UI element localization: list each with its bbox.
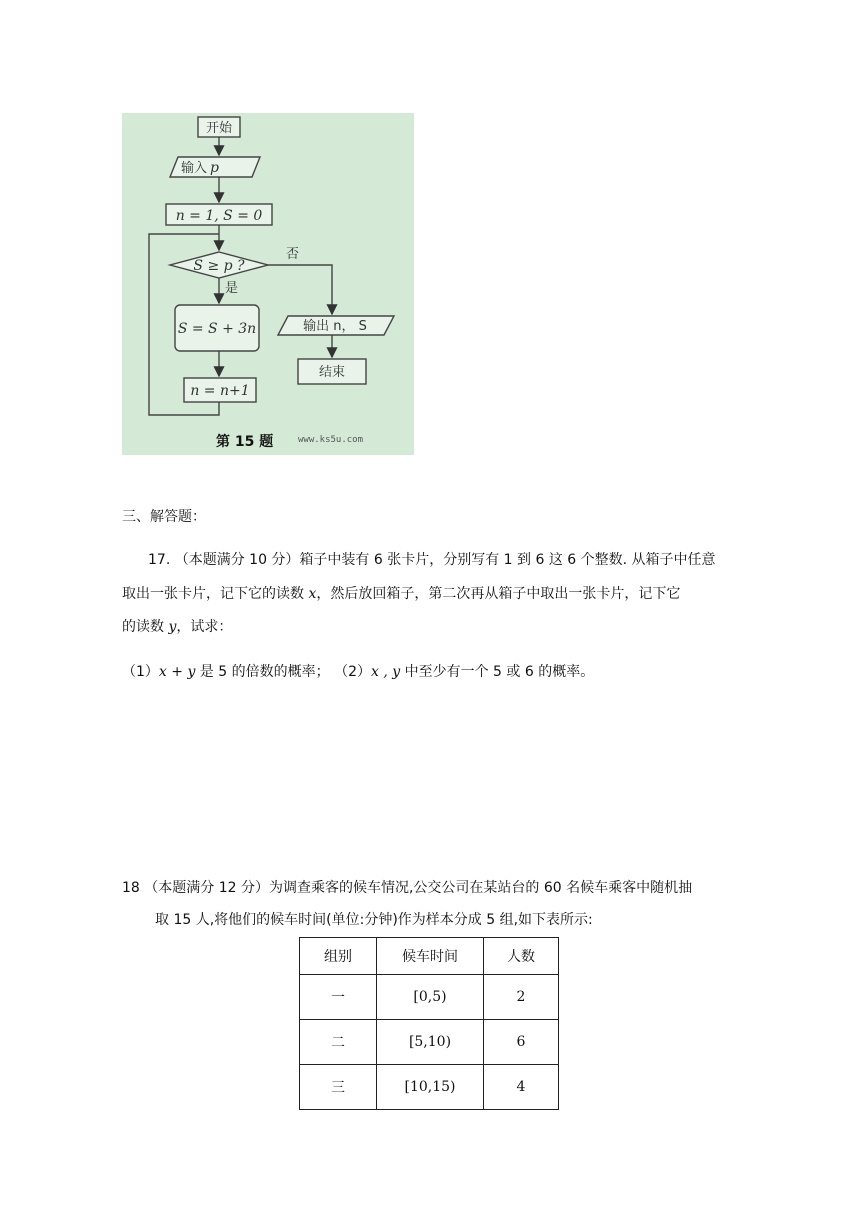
table-header: 候车时间 — [377, 938, 484, 975]
table-cell: [10,15) — [377, 1065, 484, 1110]
table-cell: 二 — [300, 1020, 377, 1065]
table-cell: [5,10) — [377, 1020, 484, 1065]
table-cell: 4 — [484, 1065, 559, 1110]
q17-line2-text-b: ，然后放回箱子，第二次再从箱子中取出一张卡片，记下它 — [316, 586, 681, 602]
waiting-time-table — [299, 937, 559, 1110]
q17-line2 — [122, 584, 680, 604]
table-row — [300, 1020, 559, 1065]
q17-line1: 17. （本题满分 10 分）箱子中装有 6 张卡片，分别写有 1 到 6 这 6 个整数. 从箱子中任意 — [148, 552, 716, 568]
q17-var-x: x — [308, 586, 317, 602]
q17-part1-text: 是 5 的倍数的概率； （2） — [195, 664, 371, 680]
q18-line1: 18 （本题满分 12 分）为调查乘客的候车情况,公交公司在某站台的 60 名候车乘客中随机抽 — [122, 880, 693, 896]
table-cell: 6 — [484, 1020, 559, 1065]
figure-caption: 第 15 题 — [216, 434, 274, 450]
q17-line3 — [122, 617, 232, 637]
q17-parts — [122, 662, 594, 682]
init-label: n = 1, S = 0 — [175, 208, 263, 224]
q17-part1-math: x + y — [158, 664, 196, 680]
q17-var-y: y — [168, 619, 177, 635]
flowchart-diagram — [122, 113, 414, 455]
table-header: 组别 — [300, 938, 377, 975]
update-s-label: S = S + 3n — [177, 321, 257, 337]
flowchart-figure — [122, 113, 414, 455]
q17-line3-text-b: ，试求： — [176, 619, 233, 635]
table-cell: 2 — [484, 975, 559, 1020]
q17-line2-text-a: 取出一张卡片，记下它的读数 — [122, 586, 309, 602]
no-label: 否 — [286, 247, 300, 262]
table-header-row — [300, 938, 559, 975]
q17-part2-text: 中至少有一个 5 或 6 的概率。 — [400, 664, 595, 680]
table-cell: [0,5) — [377, 975, 484, 1020]
condition-label: S ≥ p ? — [193, 258, 245, 274]
table-header: 人数 — [484, 938, 559, 975]
yes-label: 是 — [225, 281, 239, 296]
section-heading: 三、解答题： — [122, 509, 206, 525]
input-label: 输入 — [180, 161, 207, 176]
update-n-label: n = n+1 — [190, 383, 250, 399]
q17-part1-label: （1） — [122, 664, 159, 680]
input-var-label: p — [210, 160, 219, 176]
q18-line2: 取 15 人,将他们的候车时间(单位:分钟)作为样本分成 5 组,如下表所示: — [155, 912, 593, 928]
table-row — [300, 975, 559, 1020]
table-cell: 一 — [300, 975, 377, 1020]
q17-line3-text-a: 的读数 — [122, 619, 169, 635]
q17-part2-math: x , y — [370, 664, 401, 680]
end-label: 结束 — [318, 365, 346, 380]
table-row — [300, 1065, 559, 1110]
table-cell: 三 — [300, 1065, 377, 1110]
output-label: 输出 n， S — [303, 319, 367, 334]
start-label: 开始 — [205, 121, 233, 136]
figure-watermark: www.ks5u.com — [298, 435, 364, 445]
